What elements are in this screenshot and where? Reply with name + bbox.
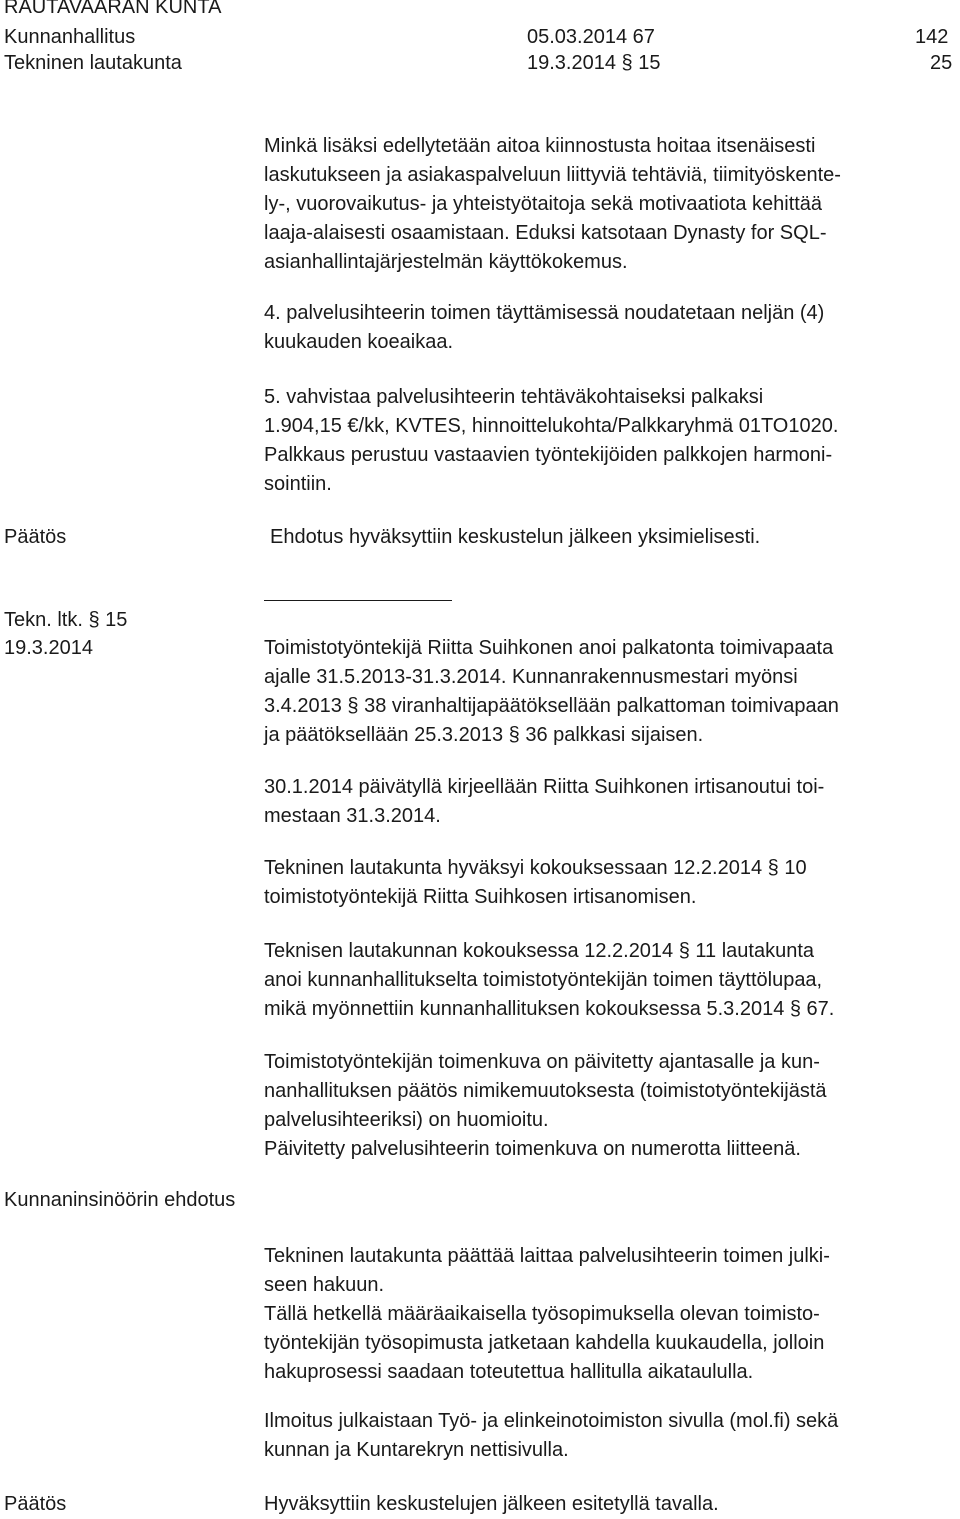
section2-ref-label: Tekn. ltk. § 15 — [4, 609, 128, 631]
text-line: palvelusihteeriksi) on huomioitu. — [264, 1109, 549, 1131]
text-line: Minkä lisäksi edellytetään aitoa kiinnostusta hoitaa itsenäisesti — [264, 135, 816, 157]
text-line: ly-, vuorovaikutus- ja yhteistyötaitoja sekä motivaatiota kehittää — [264, 193, 823, 215]
text-line: hakuprosessi saadaan toteutettua hallitulla aikataululla. — [264, 1361, 754, 1383]
header-page-2: 25 — [930, 52, 953, 74]
section2-para4 — [264, 937, 954, 1024]
proposal-para1 — [264, 1242, 954, 1387]
header-body-2: Tekninen lautakunta — [4, 52, 182, 74]
text-line: laskutukseen ja asiakaspalveluun liittyviä tehtäviä, tiimityöskente- — [264, 164, 841, 186]
header-body-1: Kunnanhallitus — [4, 26, 136, 48]
text-line: Palkkaus perustuu vastaavien työntekijöiden palkkojen harmoni- — [264, 444, 833, 466]
text-line: sointiin. — [264, 473, 332, 495]
text-line: ja päätöksellään 25.3.2013 § 36 palkkasi sijaisen. — [264, 724, 704, 746]
text-line: 30.1.2014 päivätyllä kirjeellään Riitta Suihkonen irtisanoutui toi- — [264, 776, 825, 798]
proposal-label: Kunnaninsinöörin ehdotus — [4, 1189, 236, 1211]
org-name: RAUTAVAARAN KUNTA — [4, 0, 222, 18]
text-line: Tekninen lautakunta päättää laittaa palvelusihteerin toimen julki- — [264, 1245, 830, 1267]
text-line: Toimistotyöntekijä Riitta Suihkonen anoi palkatonta toimivapaata — [264, 637, 834, 659]
section1-intro — [264, 132, 954, 277]
text-line: anoi kunnanhallitukselta toimistotyöntekijän toimen täyttölupaa, — [264, 969, 823, 991]
decision1-text: Ehdotus hyväksyttiin keskustelun jälkeen yksimielisesti. — [270, 526, 761, 548]
header-date-ref-2: 19.3.2014 § 15 — [527, 52, 661, 74]
text-line: kuukauden koeaikaa. — [264, 331, 454, 353]
text-line: kunnan ja Kuntarekryn nettisivulla. — [264, 1439, 569, 1461]
section2-para5 — [264, 1048, 954, 1164]
text-line: Ilmoitus julkaistaan Työ- ja elinkeinotoimiston sivulla (mol.fi) sekä — [264, 1410, 839, 1432]
text-line: 3.4.2013 § 38 viranhaltijapäätöksellään palkattoman toimivapaan — [264, 695, 839, 717]
section1-item4 — [264, 299, 954, 357]
section2-para1 — [264, 634, 954, 750]
text-line: 4. palvelusihteerin toimen täyttämisessä noudatetaan neljän (4) — [264, 302, 825, 324]
header-page-1: 142 — [915, 26, 949, 48]
decision2-text: Hyväksyttiin keskustelujen jälkeen esitetyllä tavalla. — [264, 1493, 719, 1515]
text-line: toimistotyöntekijä Riitta Suihkosen irtisanomisen. — [264, 886, 697, 908]
section2-date-label: 19.3.2014 — [4, 637, 93, 659]
text-line: Päivitetty palvelusihteerin toimenkuva on numerotta liitteenä. — [264, 1138, 801, 1160]
text-line: seen hakuun. — [264, 1274, 385, 1296]
section2-para3 — [264, 854, 954, 912]
section2-para2 — [264, 773, 954, 831]
text-line: Teknisen lautakunnan kokouksessa 12.2.2014 § 11 lautakunta — [264, 940, 815, 962]
text-line: laaja-alaisesti osaamistaan. Eduksi katsotaan Dynasty for SQL- — [264, 222, 827, 244]
text-line: nanhallituksen päätös nimikemuutoksesta (toimistotyöntekijästä — [264, 1080, 827, 1102]
decision1-label: Päätös — [4, 526, 67, 548]
text-line: 1.904,15 €/kk, KVTES, hinnoittelukohta/Palkkaryhmä 01TO1020. — [264, 415, 839, 437]
header-date-ref-1: 05.03.2014 67 — [527, 26, 655, 48]
section1-item5 — [264, 383, 954, 499]
text-line: Tällä hetkellä määräaikaisella työsopimuksella olevan toimisto- — [264, 1303, 820, 1325]
text-line: työntekijän työsopimusta jatketaan kahdella kuukaudella, jolloin — [264, 1332, 825, 1354]
text-line: 5. vahvistaa palvelusihteerin tehtäväkohtaiseksi palkaksi — [264, 386, 764, 408]
decision2-label: Päätös — [4, 1493, 67, 1515]
text-line: mestaan 31.3.2014. — [264, 805, 441, 827]
text-line: mikä myönnettiin kunnanhallituksen kokouksessa 5.3.2014 § 67. — [264, 998, 835, 1020]
proposal-para2 — [264, 1407, 954, 1465]
text-line: asianhallintajärjestelmän käyttökokemus. — [264, 251, 628, 273]
text-line: ajalle 31.5.2013-31.3.2014. Kunnanrakennusmestari myönsi — [264, 666, 798, 688]
section-divider — [264, 600, 452, 601]
text-line: Tekninen lautakunta hyväksyi kokouksessaan 12.2.2014 § 10 — [264, 857, 807, 879]
text-line: Toimistotyöntekijän toimenkuva on päivitetty ajantasalle ja kun- — [264, 1051, 820, 1073]
